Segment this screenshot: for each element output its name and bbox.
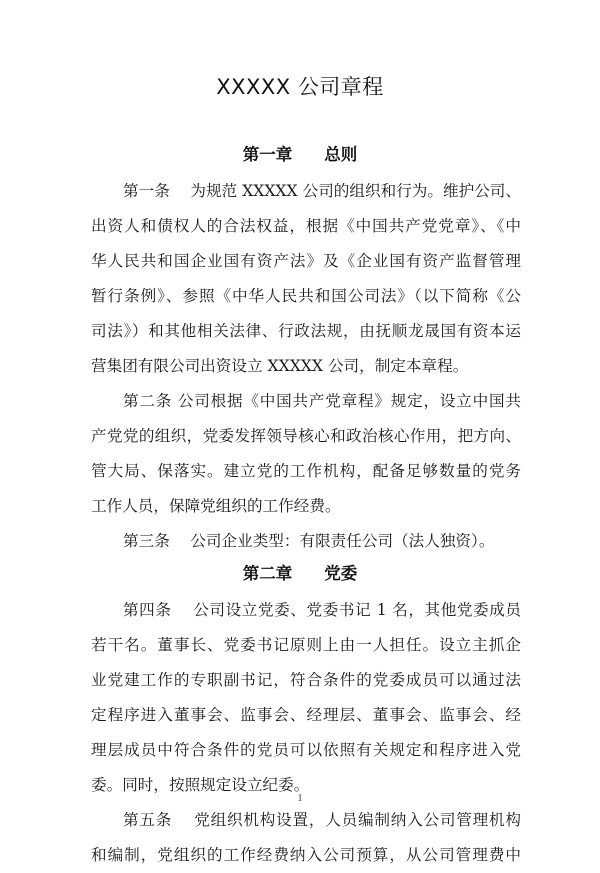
paragraph-line: 第五条 党组织机构设置，人员编制纳入公司管理机构 [123,811,521,829]
paragraph-line: 出资人和债权人的合法权益，根据《中国共产党党章》、《中 [91,217,521,235]
paragraph-line: 第四条 公司设立党委、党委书记 1 名，其他党委成员 [123,601,521,619]
paragraph-line: 华人民共和国企业国有资产法》及《企业国有资产监督管理 [91,252,521,270]
paragraph-line: 委。同时，按照规定设立纪委。 [91,776,310,794]
chapter-2-heading [0,563,600,585]
paragraph-line: 理层成员中符合条件的党员可以依照有关规定和程序进入党 [91,741,521,759]
paragraph-line: 司法》）和其他相关法律、行政法规，由抚顺龙晟国有资本运 [91,322,521,340]
chapter-1-name: 总则 [324,145,358,164]
paragraph-line: 工作人员，保障党组织的工作经费。 [91,497,341,515]
paragraph-line: 第二条 公司根据《中国共产党章程》规定，设立中国共 [123,392,521,410]
paragraph-line: 暂行条例》、参照《中华人民共和国公司法》（以下简称《公 [91,287,521,305]
paragraph-line: 第三条 公司企业类型：有限责任公司（法人独资）。 [123,532,495,550]
paragraph-line: 定程序进入董事会、监事会、经理层、董事会、监事会、经 [91,706,521,724]
page-number: 1 [297,793,303,804]
document-title: XXXXX 公司章程 [216,75,384,99]
paragraph-line: 产党党的组织，党委发挥领导核心和政治核心作用，把方向、 [91,427,521,445]
chapter-2-number: 第二章 [242,564,293,583]
paragraph-line: 营集团有限公司出资设立 XXXXX 公司，制定本章程。 [91,357,469,375]
paragraph-line: 业党建工作的专职副书记，符合条件的党委成员可以通过法 [91,671,521,689]
chapter-1-heading [0,144,600,166]
paragraph-line: 若干名。董事长、党委书记原则上由一人担任。设立主抓企 [91,636,521,654]
paragraph-line: 第一条 为规范 XXXXX 公司的组织和行为。维护公司、 [123,182,521,200]
paragraph-line: 和编制，党组织的工作经费纳入公司预算，从公司管理费中 [91,846,521,864]
chapter-2-name: 党委 [324,564,358,583]
chapter-1-number: 第一章 [242,145,293,164]
paragraph-line: 管大局、保落实。建立党的工作机构，配备足够数量的党务 [91,462,521,480]
